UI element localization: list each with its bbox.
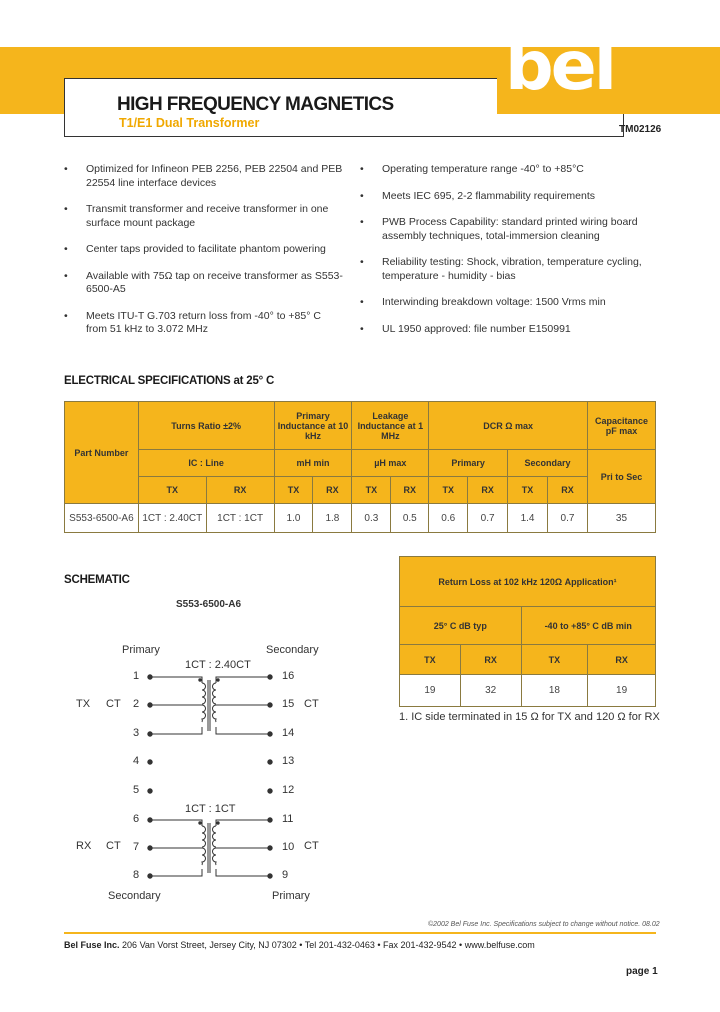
cell-dcr-sec-rx: 0.7: [548, 504, 588, 533]
label-secondary-top: Secondary: [266, 644, 319, 656]
label-ct-tx-right: CT: [304, 698, 319, 710]
dcr-header: DCR Ω max: [429, 402, 588, 450]
label-ct-rx-right: CT: [304, 840, 319, 852]
pin-8: 8: [133, 869, 140, 881]
unit-ic-line: IC : Line: [138, 450, 274, 477]
copyright: ©2002 Bel Fuse Inc. Specifications subject to change without notice. 08.02: [428, 921, 660, 928]
label-secondary-bottom: Secondary: [108, 890, 161, 902]
tx-transformer: [150, 677, 270, 734]
cell-ll-rx: 0.5: [391, 504, 429, 533]
pin-12: 12: [282, 784, 295, 796]
rx-transformer: [150, 820, 270, 876]
pin-6: 6: [133, 813, 140, 825]
label-rx: RX: [76, 840, 92, 852]
feature-item: • Operating temperature range -40° to +85°C: [360, 163, 660, 177]
cell-capacitance: 35: [587, 504, 655, 533]
unit-uh-max: µH max: [352, 450, 429, 477]
label-primary-top: Primary: [122, 644, 160, 656]
cell-turns-rx: 1CT : 1CT: [206, 504, 274, 533]
schematic-title: SCHEMATIC: [64, 574, 130, 586]
feature-item: • PWB Process Capability: standard printed wiring board assembly techniques, total-immersion cleaning: [360, 216, 660, 243]
return-loss-header: Return Loss at 102 kHz 120Ω Application¹: [400, 557, 656, 607]
feature-item: • Transmit transformer and receive transformer in one surface mount package: [64, 203, 344, 230]
logo-text: bel: [505, 27, 615, 106]
cell-lp-rx: 1.8: [313, 504, 352, 533]
pin-11: 11: [282, 813, 294, 825]
footer-divider: [64, 932, 656, 934]
pri-to-sec-header: Pri to Sec: [587, 450, 655, 504]
rl-value: 19: [400, 675, 461, 707]
rl-value: 32: [460, 675, 521, 707]
pin-16: 16: [282, 670, 295, 682]
feature-item: • Interwinding breakdown voltage: 1500 Vrms min: [360, 296, 660, 310]
feature-item: • UL 1950 approved: file number E150991: [360, 323, 660, 337]
rl-rx-header: RX: [588, 645, 656, 675]
rx-header: RX: [313, 477, 352, 504]
cell-part: S553-6500-A6: [65, 504, 139, 533]
footer-address: [64, 940, 535, 950]
footer-contact: 206 Van Vorst Street, Jersey City, NJ 07302 • Tel 201-432-0463 • Fax 201-432-9542 • www.belfuse.com: [122, 940, 535, 950]
pin-9: 9: [282, 869, 289, 881]
pin-10: 10: [282, 841, 295, 853]
label-primary-bottom: Primary: [272, 890, 310, 902]
label-ct-tx-left: CT: [106, 698, 121, 710]
part-number-header: Part Number: [65, 402, 139, 504]
rx-header: RX: [391, 477, 429, 504]
primary-inductance-header: Primary Inductance at 10 kHz: [274, 402, 352, 450]
label-ratio-bottom: 1CT : 1CT: [185, 803, 236, 815]
dcr-secondary-header: Secondary: [508, 450, 588, 477]
rx-header: RX: [548, 477, 588, 504]
table-row: [400, 675, 656, 707]
cell-dcr-pri-tx: 0.6: [429, 504, 468, 533]
rl-value: 19: [588, 675, 656, 707]
schematic-part-number: S553-6500-A6: [176, 599, 242, 610]
turns-ratio-header: Turns Ratio ±2%: [138, 402, 274, 450]
document-number: TM02126: [619, 124, 662, 135]
tx-header: TX: [429, 477, 468, 504]
rl-value: 18: [521, 675, 588, 707]
unit-mh-min: mH min: [274, 450, 352, 477]
feature-item: • Available with 75Ω tap on receive transformer as S553-6500-A5: [64, 270, 344, 297]
rl-tx-header: TX: [521, 645, 588, 675]
pin-13: 13: [282, 755, 295, 767]
leakage-inductance-header: Leakage Inductance at 1 MHz: [352, 402, 429, 450]
tx-header: TX: [508, 477, 548, 504]
pin-14: 14: [282, 727, 295, 739]
cell-dcr-pri-rx: 0.7: [468, 504, 508, 533]
tx-header: TX: [274, 477, 313, 504]
feature-item: • Center taps provided to facilitate phantom powering: [64, 243, 344, 257]
page-subtitle: T1/E1 Dual Transformer: [119, 116, 260, 130]
label-ratio-top: 1CT : 2.40CT: [185, 659, 251, 671]
feature-item: • Meets ITU-T G.703 return loss from -40° to +85° C from 51 kHz to 3.072 MHz: [64, 310, 344, 337]
rl-col1-header: 25° C dB typ: [400, 607, 522, 645]
rx-header: RX: [206, 477, 274, 504]
label-ct-rx-left: CT: [106, 840, 121, 852]
capacitance-header: Capacitance pF max: [587, 402, 655, 450]
feature-item: • Meets IEC 695, 2-2 flammability requirements: [360, 190, 660, 204]
return-loss-table: [399, 556, 656, 707]
pin-3: 3: [133, 727, 140, 739]
pin-1: 1: [133, 670, 140, 682]
pin-4: 4: [133, 755, 140, 767]
tx-header: TX: [138, 477, 206, 504]
cell-lp-tx: 1.0: [274, 504, 313, 533]
cell-ll-tx: 0.3: [352, 504, 391, 533]
rx-header: RX: [468, 477, 508, 504]
cell-turns-tx: 1CT : 2.40CT: [138, 504, 206, 533]
feature-item: • Optimized for Infineon PEB 2256, PEB 22504 and PEB 22554 line interface devices: [64, 163, 344, 190]
pin-5: 5: [133, 784, 140, 796]
footer-company: Bel Fuse Inc.: [64, 940, 120, 950]
electrical-specs-title: ELECTRICAL SPECIFICATIONS at 25° C: [64, 375, 275, 387]
page-title: HIGH FREQUENCY MAGNETICS: [117, 94, 394, 115]
rl-col2-header: -40 to +85° C dB min: [521, 607, 655, 645]
label-tx: TX: [76, 698, 91, 710]
dcr-primary-header: Primary: [429, 450, 508, 477]
rl-tx-header: TX: [400, 645, 461, 675]
cell-dcr-sec-tx: 1.4: [508, 504, 548, 533]
page-number: page 1: [626, 966, 658, 977]
pin-2: 2: [133, 698, 140, 710]
rl-rx-header: RX: [460, 645, 521, 675]
pin-7: 7: [133, 841, 140, 853]
return-loss-footnote: 1. IC side terminated in 15 Ω for TX and 120 Ω for RX: [399, 711, 660, 723]
feature-item: • Reliability testing: Shock, vibration, temperature cycling, temperature - humidity - bias: [360, 256, 660, 283]
tx-header: TX: [352, 477, 391, 504]
pin-15: 15: [282, 698, 295, 710]
